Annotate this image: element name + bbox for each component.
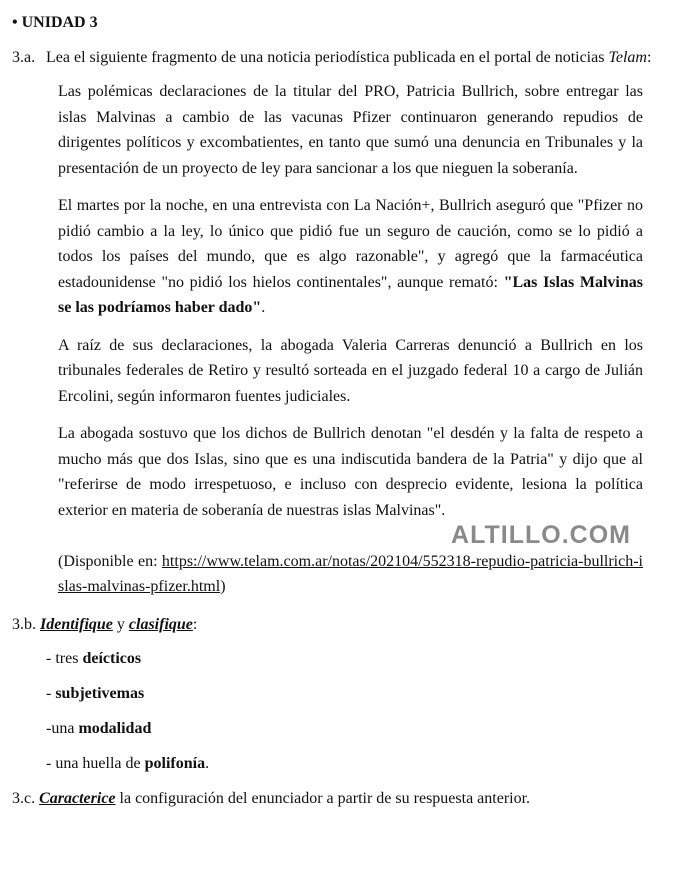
question-number: 3.a. [12,48,36,66]
colon: : [646,48,652,66]
item-term: subjetivemas [55,685,145,702]
question-3b [12,612,688,638]
question-3c [12,786,688,812]
p2-end: . [261,299,266,316]
question-text [46,45,688,71]
source-link[interactable]: https://www.telam.com.ar/notas/202104/552318-repudio-patricia-bullrich-islas-malvinas-pfizer.html [58,552,643,595]
item-text: - [46,685,56,702]
question-3a [12,45,688,71]
quote-paragraph-3: A raíz de sus declaraciones, la abogada Valeria Carreras denunció a Bullrich en los tribunales federales de Retiro y resultó sorteada en el juzgado federal 10 a cargo de Julián Ercolini, según informaron fuentes judiciales. [58,336,643,405]
list-item [46,646,688,672]
news-quote [58,79,643,600]
item-text: - una huella de [46,755,145,772]
verb-caracterice: Caracterice [39,790,116,807]
item-term: modalidad [78,720,152,737]
source-prefix: (Disponible en: [58,552,162,570]
quote-paragraph-2 [58,193,643,321]
item-end: . [205,755,210,772]
source-name: Telam [608,48,647,66]
p2-bold-quote: "Las Islas Malvinas se las podríamos haber dado" [58,273,643,316]
p2-text: El martes por la noche, en una entrevista con La Nación+, Bullrich aseguró que "Pfizer no pidió cambio a la ley, lo único que pidió fue un seguro de caución, como se lo pidió a todos los países del mundo, que es algo razonable", y agregó que la farmacéutica estadounidense "no pidió los hielos continentales", aunque remató: [58,197,643,291]
quote-paragraph-4 [58,421,643,549]
item-text: - tres [46,650,83,667]
verb-clasifique: clasifique [128,615,193,633]
item-term: deícticos [82,650,142,667]
item-text: -una [46,720,79,737]
list-item [46,751,688,777]
colon: : [192,615,198,633]
question-number: 3.b. [12,615,40,633]
item-term: polifonía [144,755,206,772]
question-text: la configuración del enunciador a partir de su respuesta anterior. [115,790,531,807]
conjunction: y [112,615,129,633]
quote-paragraph-1: Las polémicas declaraciones de la titular del PRO, Patricia Bullrich, sobre entregar las islas Malvinas a cambio de las vacunas Pfizer continuaron generando repudios de dirigentes políticos y excombatientes, en tanto que sumó una denuncia en Tribunales y la presentación de un proyecto de ley para sancionar a los que nieguen la soberanía. [58,83,643,177]
source-citation [58,549,643,600]
question-number: 3.c. [12,790,40,807]
question-text-body: Lea el siguiente fragmento de una noticia periodística publicada en el portal de noticias [46,48,609,66]
list-item [46,681,688,707]
source-suffix: ) [220,578,226,595]
unit-heading: • UNIDAD 3 [12,14,98,31]
verb-identifique: Identifique [40,615,113,633]
list-item [46,716,688,742]
watermark: ALTILLO.COM [451,521,631,549]
p4-text: La abogada sostuvo que los dichos de Bullrich denotan "el desdén y la falta de respeto a mucho más que dos Islas, sino que es una indiscutida bandera de la Patria" y dijo que al "referirse de modo irrespetuoso, e incluso con desprecio evidente, lesiona la política exterior en materia de soberanía de nuestras islas Malvinas". [58,425,643,519]
